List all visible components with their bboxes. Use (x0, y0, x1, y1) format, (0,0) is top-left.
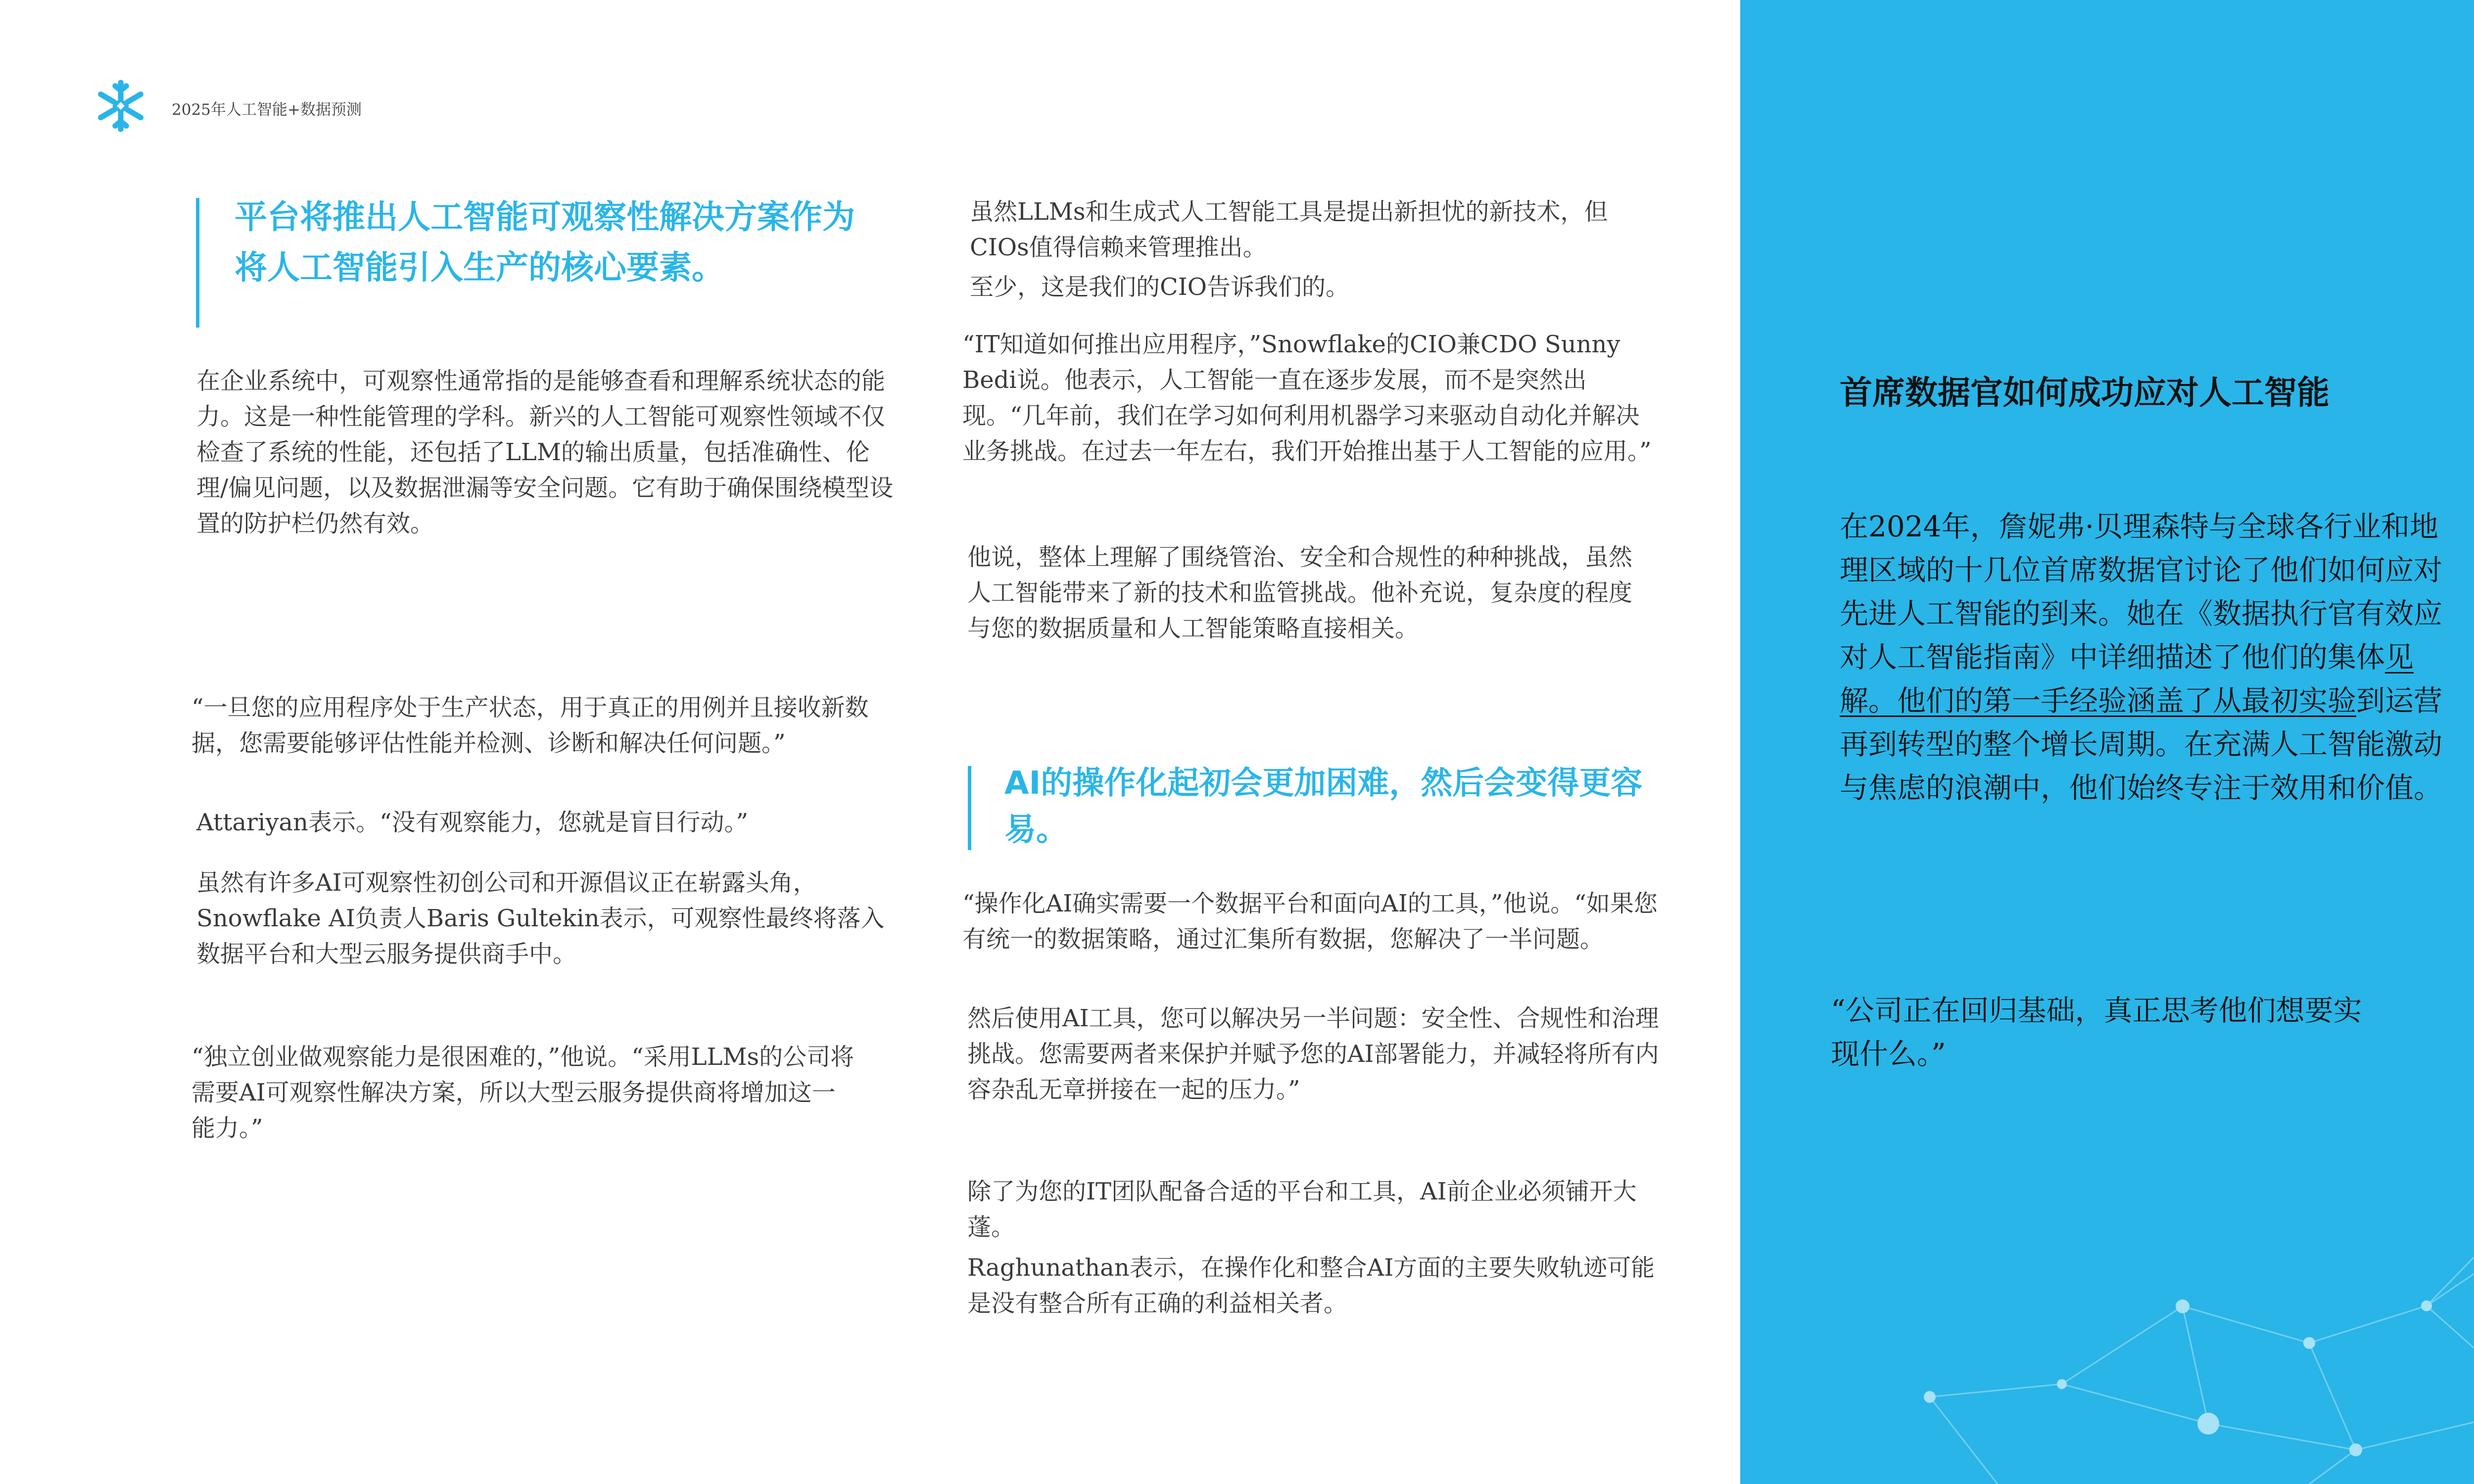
middle-paragraph-1: 虽然LLMs和生成式人工智能工具是提出新担忧的新技术，但CIOs值得信赖来管理推出。 (970, 198, 1608, 261)
middle-paragraph-4: 他说，整体上理解了围绕管治、安全和合规性的种种挑战，虽然人工智能带来了新的技术和监管挑战。他补充说，复杂度的程度与您的数据质量和人工智能策略直接相关。 (967, 543, 1633, 642)
sidebar-heading: 首席数据官如何成功应对人工智能 (1840, 374, 2330, 412)
middle-paragraph-2: 至少，这是我们的CIO告诉我们的。 (970, 273, 1350, 301)
sidebar-body (1840, 505, 2463, 810)
sidebar-body-text-1: 在2024年，詹妮弗·贝理森特与全球各行业和地理区域的十几位首席数据官讨论了他们如何应对先进人工智能的到来。她在《数据执行官有效应对人工智能指南》中详细描述了他们的集体 (1840, 510, 2443, 674)
sidebar-body-text-2: 到运营再到转型的整个增长周期。在充满人工智能激动与焦虑的浪潮中，他们始终专注于效用和价值。 (1840, 684, 2443, 805)
middle-paragraph-8: Raghunathan表示，在操作化和整合AI方面的主要失败轨迹可能是没有整合所有正确的利益相关者。 (967, 1254, 1655, 1317)
left-paragraph-1: 在企业系统中，可观察性通常指的是能够查看和理解系统状态的能力。这是一种性能管理的学科。新兴的人工智能可观察性领域不仅检查了系统的性能，还包括了LLM的输出质量，包括准确性、伦理/偏见问题，以及数据泄漏等安全问题。它有助于确保围绕模型设置的防护栏仍然有效。 (196, 367, 894, 537)
left-paragraph-3: Attariyan表示。“没有观察能力，您就是盲目行动。” (196, 809, 749, 836)
middle-paragraph-5: “操作化AI确实需要一个数据平台和面向AI的工具，”他说。“如果您有统一的数据策略，通过汇集所有数据，您解决了一半问题。 (962, 890, 1658, 953)
middle-section-heading: AI的操作化起初会更加困难，然后会变得更容易。 (1004, 765, 1643, 848)
middle-heading-accent-bar (968, 766, 971, 850)
heading-accent-bar (196, 198, 199, 328)
sidebar-quote: “公司正在回归基础，真正思考他们想要实现什么。” (1831, 994, 2362, 1071)
left-section-heading: 平台将推出人工智能可观察性解决方案作为将人工智能引入生产的核心要素。 (235, 198, 855, 287)
snowflake-logo (93, 78, 148, 134)
doc-title: 2025年人工智能+数据预测 (172, 101, 362, 119)
left-paragraph-5: “独立创业做观察能力是很困难的，”他说。“采用LLMs的公司将需要AI可观察性解决方案，所以大型云服务提供商将增加这一能力。” (191, 1043, 855, 1142)
cdo-sidebar (1740, 0, 2474, 1484)
middle-paragraph-7: 除了为您的IT团队配备合适的平台和工具，AI前企业必须铺开大蓬。 (967, 1178, 1637, 1241)
left-paragraph-4: 虽然有许多AI可观察性初创公司和开源倡议正在崭露头角，Snowflake AI负责人Baris Gultekin表示，可观察性最终将落入数据平台和大型云服务提供商手中。 (196, 869, 885, 968)
left-paragraph-2: “一旦您的应用程序处于生产状态，用于真正的用例并且接收新数据，您需要能够评估性能并检测、诊断和解决任何问题。” (191, 694, 869, 757)
middle-paragraph-6: 然后使用AI工具，您可以解决另一半问题：安全性、合规性和治理挑战。您需要两者来保护并赋予您的AI部署能力，并减轻将所有内容杂乱无章拼接在一起的压力。” (967, 1005, 1659, 1103)
sidebar-body-link[interactable]: 见解。他们的第一手经验涵盖了从最初实验 (1840, 640, 2414, 718)
snowflake-icon (93, 78, 148, 134)
middle-paragraph-3: “IT知道如何推出应用程序，”Snowflake的CIO兼CDO Sunny Bedi说。他表示，人工智能一直在逐步发展，而不是突然出现。“几年前，我们在学习如何利用机器学习来驱动自动化并解决业务挑战。在过去一年左右，我们开始推出基于人工智能的应用。” (962, 331, 1652, 465)
